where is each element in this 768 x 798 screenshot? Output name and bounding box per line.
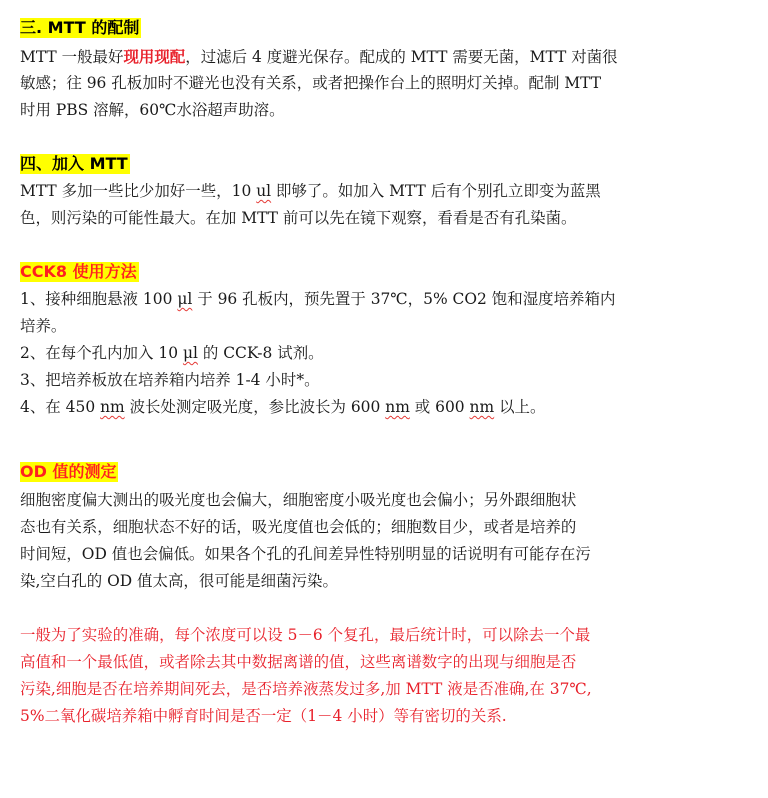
- text-line: [20, 178, 750, 205]
- text-line: [20, 514, 750, 541]
- text-run: 态也有关系，细胞状态不好的话，吸光度值也会低的；细胞数目少，或者是培养的: [20, 518, 577, 536]
- text-run: 或 600: [409, 398, 470, 416]
- text-line: [20, 286, 750, 313]
- text-line: [20, 70, 750, 97]
- text-line: [20, 703, 750, 730]
- text-line: [20, 649, 750, 676]
- text-run: 培养。: [20, 317, 67, 335]
- text-run: 敏感；往 96 孔板加时不避光也没有关系，或者把操作台上的照明灯关掉。配制 MTT: [20, 74, 602, 92]
- text-run: 污染,细胞是否在培养期间死去，是否培养液蒸发过多,加 MTT 液是否准确,在 37℃,: [20, 680, 592, 698]
- text-line: [20, 43, 750, 70]
- text-line: [20, 313, 750, 340]
- text-run: 染,空白孔的 OD 值太高，很可能是细菌污染。: [20, 572, 338, 590]
- text-line: [20, 367, 750, 394]
- section-add-mtt: [20, 154, 750, 232]
- section-od-value: [20, 462, 750, 595]
- text-run: 的 CCK-8 试剂。: [197, 344, 324, 362]
- section-replicate-note: [20, 622, 750, 730]
- text-run: 色，则污染的可能性最大。在加 MTT 前可以先在镜下观察，看看是否有孔染菌。: [20, 209, 577, 227]
- text-run: 4、在 450: [20, 398, 101, 416]
- text-line: [20, 205, 750, 232]
- text-line: [20, 541, 750, 568]
- text-run: 一般为了实验的准确，每个浓度可以设 5－6 个复孔，最后统计时，可以除去一个最: [20, 626, 591, 644]
- highlight-text: 现用现配: [123, 47, 186, 66]
- text-run: 1、接种细胞悬液 100: [20, 290, 178, 308]
- text-run: 5%二氧化碳培养箱中孵育时间是否一定（1－4 小时）等有密切的关系.: [20, 707, 507, 725]
- section-heading: OD 值的测定: [20, 462, 117, 481]
- text-run: 细胞密度偏大测出的吸光度也会偏大，细胞密度小吸光度也会偏小；另外跟细胞状: [20, 491, 577, 509]
- section-mtt-preparation: [20, 18, 750, 124]
- section-heading: CCK8 使用方法: [20, 262, 137, 281]
- section-cck8-method: [20, 262, 750, 421]
- section-body: [20, 178, 750, 232]
- text-run: 时用 PBS 溶解，60℃水浴超声助溶。: [20, 101, 285, 119]
- text-run: MTT 多加一些比少加好一些，10: [20, 182, 257, 200]
- unit-text: nm: [469, 398, 495, 416]
- text-line: [20, 568, 750, 595]
- text-run: 波长处测定吸光度，参比波长为 600: [124, 398, 386, 416]
- text-run: ，过滤后 4 度避光保存。配成的 MTT 需要无菌，MTT 对菌很: [185, 48, 618, 66]
- section-body: [20, 622, 750, 730]
- text-run: 于 96 孔板内，预先置于 37℃，5% CO2 饱和湿度培养箱内: [192, 290, 616, 308]
- section-body: [20, 487, 750, 595]
- section-body: [20, 43, 750, 124]
- text-line: [20, 676, 750, 703]
- text-run: 3、把培养板放在培养箱内培养 1-4 小时*。: [20, 371, 320, 389]
- text-run: 2、在每个孔内加入 10: [20, 344, 183, 362]
- unit-text: ul: [256, 182, 272, 200]
- text-line: [20, 394, 750, 421]
- unit-text: μl: [182, 344, 198, 362]
- section-body: [20, 286, 750, 421]
- unit-text: μl: [177, 290, 193, 308]
- text-line: [20, 622, 750, 649]
- unit-text: nm: [385, 398, 410, 416]
- text-line: [20, 97, 750, 124]
- text-run: 时间短，OD 值也会偏低。如果各个孔的孔间差异性特别明显的话说明有可能存在污: [20, 545, 591, 563]
- text-run: 高值和一个最低值，或者除去其中数据离谱的值，这些离谱数字的出现与细胞是否: [20, 653, 577, 671]
- text-run: 以上。: [494, 398, 546, 416]
- section-heading: 三. MTT 的配制: [20, 18, 140, 37]
- unit-text: nm: [100, 398, 125, 416]
- text-line: [20, 340, 750, 367]
- section-heading: 四、加入 MTT: [20, 154, 128, 173]
- text-run: 即够了。如加入 MTT 后有个别孔立即变为蓝黑: [271, 182, 601, 200]
- text-run: MTT 一般最好: [20, 48, 124, 66]
- text-line: [20, 487, 750, 514]
